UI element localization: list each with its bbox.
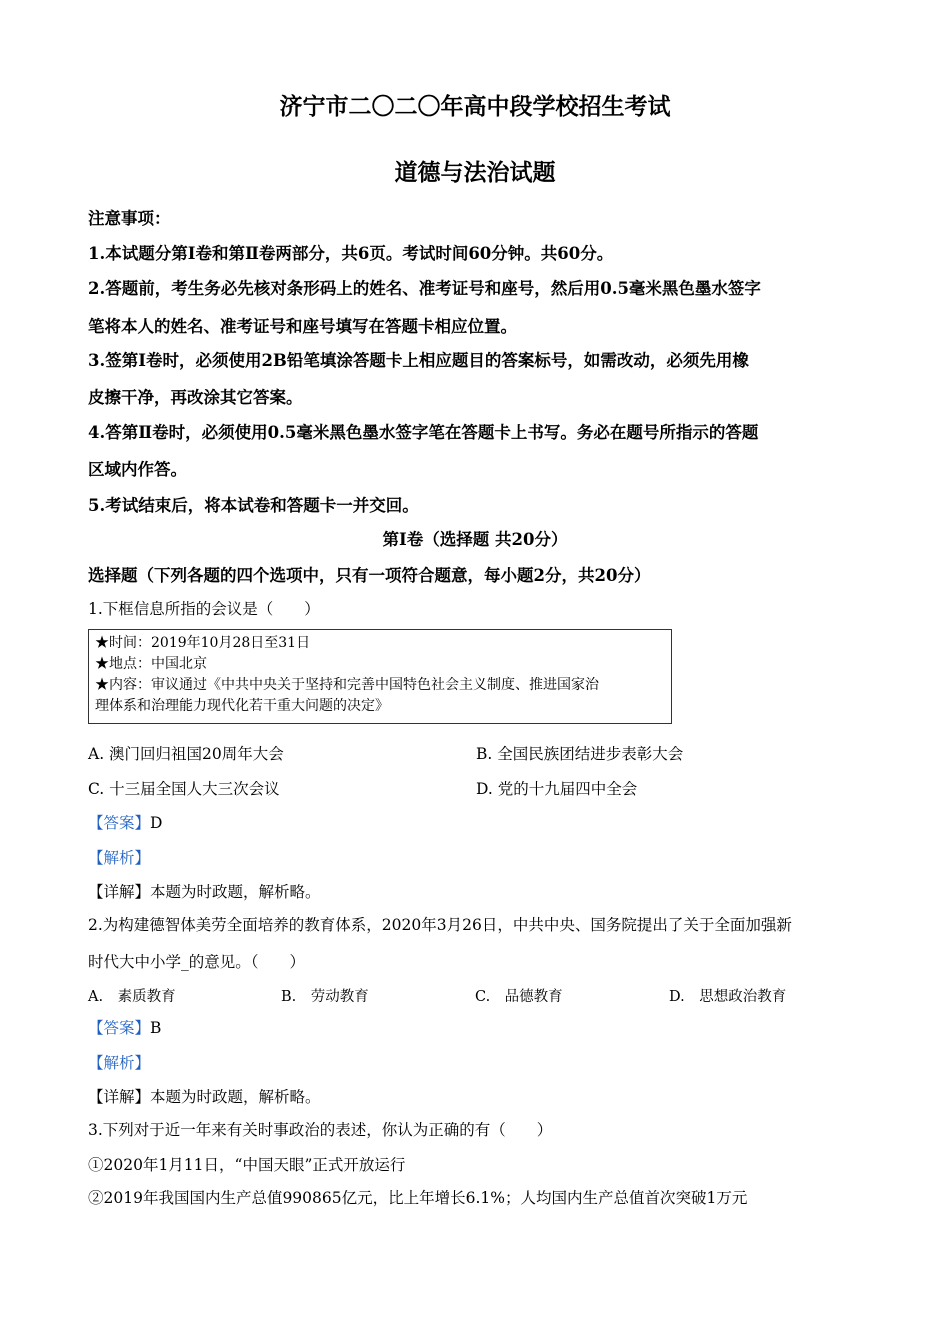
q3-stem: 3.下列对于近一年来有关时事政治的表述，你认为正确的有（ ） xyxy=(88,1121,553,1139)
q2-answer-value: B xyxy=(150,1019,162,1037)
q1-option-b: B. 全国民族团结进步表彰大会 xyxy=(476,745,684,763)
q3-item-1: ①2020年1月11日，“中国天眼”正式开放运行 xyxy=(88,1156,406,1174)
notice-line-3a: 3.签第Ⅰ卷时，必须使用2B铅笔填涂答题卡上相应题目的答案标号，如需改动，必须先用橡 xyxy=(88,351,749,370)
notice-heading: 注意事项： xyxy=(88,209,171,228)
q2-answer xyxy=(88,1016,161,1038)
q2-option-c: C. 品德教育 xyxy=(475,989,563,1005)
q1-box-line-3: ★内容：审议通过《中共中央关于坚持和完善中国特色社会主义制度、推进国家治 xyxy=(95,677,599,693)
q2-stem-b: 时代大中小学_的意见。（ ） xyxy=(88,953,306,971)
notice-line-4a: 4.答第Ⅱ卷时，必须使用0.5毫米黑色墨水签字笔在答题卡上书写。务必在题号所指示的答题 xyxy=(88,423,759,442)
q1-answer-value: D xyxy=(150,814,163,832)
notice-line-2b: 笔将本人的姓名、准考证号和座号填写在答题卡相应位置。 xyxy=(88,317,517,336)
q2-answer-label: 【答案】 xyxy=(88,1019,151,1037)
notice-line-1: 1.本试题分第Ⅰ卷和第Ⅱ卷两部分，共6页。考试时间60分钟。共60分。 xyxy=(88,244,614,263)
q3-item-2: ②2019年我国国内生产总值990865亿元，比上年增长6.1%；人均国内生产总值首次突破1万元 xyxy=(88,1189,748,1207)
q1-analysis-label: 【解析】 xyxy=(88,849,151,867)
section-heading: 第Ⅰ卷（选择题 共20分） xyxy=(382,530,568,549)
q1-option-a: A. 澳门回归祖国20周年大会 xyxy=(88,745,284,763)
notice-line-3b: 皮擦干净，再改涂其它答案。 xyxy=(88,388,303,407)
q2-detail: 【详解】本题为时政题，解析略。 xyxy=(88,1088,321,1106)
notice-line-4b: 区域内作答。 xyxy=(88,460,187,479)
q1-box-line-1: ★时间：2019年10月28日至31日 xyxy=(95,635,311,651)
q1-answer xyxy=(88,811,162,833)
section-instruction: 选择题（下列各题的四个选项中，只有一项符合题意，每小题2分，共20分） xyxy=(88,566,651,585)
q2-analysis-label: 【解析】 xyxy=(88,1054,151,1072)
notice-line-2a: 2.答题前，考生务必先核对条形码上的姓名、准考证号和座号，然后用0.5毫米黑色墨水签字 xyxy=(88,279,761,298)
q1-stem: 1.下框信息所指的会议是（ ） xyxy=(88,600,320,618)
q2-option-a: A. 素质教育 xyxy=(88,989,176,1005)
notice-line-5: 5.考试结束后，将本试卷和答题卡一并交回。 xyxy=(88,496,419,515)
exam-subtitle: 道德与法治试题 xyxy=(394,159,556,186)
q1-option-d: D. 党的十九届四中全会 xyxy=(476,780,638,798)
q1-box-line-4: 理体系和治理能力现代化若干重大问题的决定》 xyxy=(95,698,389,714)
q2-option-b: B. 劳动教育 xyxy=(281,989,369,1005)
q2-stem-a: 2.为构建德智体美劳全面培养的教育体系，2020年3月26日，中共中央、国务院提出了关于全面加强新 xyxy=(88,916,792,934)
exam-title: 济宁市二〇二〇年高中段学校招生考试 xyxy=(279,93,671,120)
q2-option-d: D. 思想政治教育 xyxy=(669,989,787,1005)
q1-answer-label: 【答案】 xyxy=(88,814,151,832)
q1-option-c: C. 十三届全国人大三次会议 xyxy=(88,780,280,798)
q1-detail: 【详解】本题为时政题，解析略。 xyxy=(88,883,321,901)
q1-box-line-2: ★地点：中国北京 xyxy=(95,656,207,672)
